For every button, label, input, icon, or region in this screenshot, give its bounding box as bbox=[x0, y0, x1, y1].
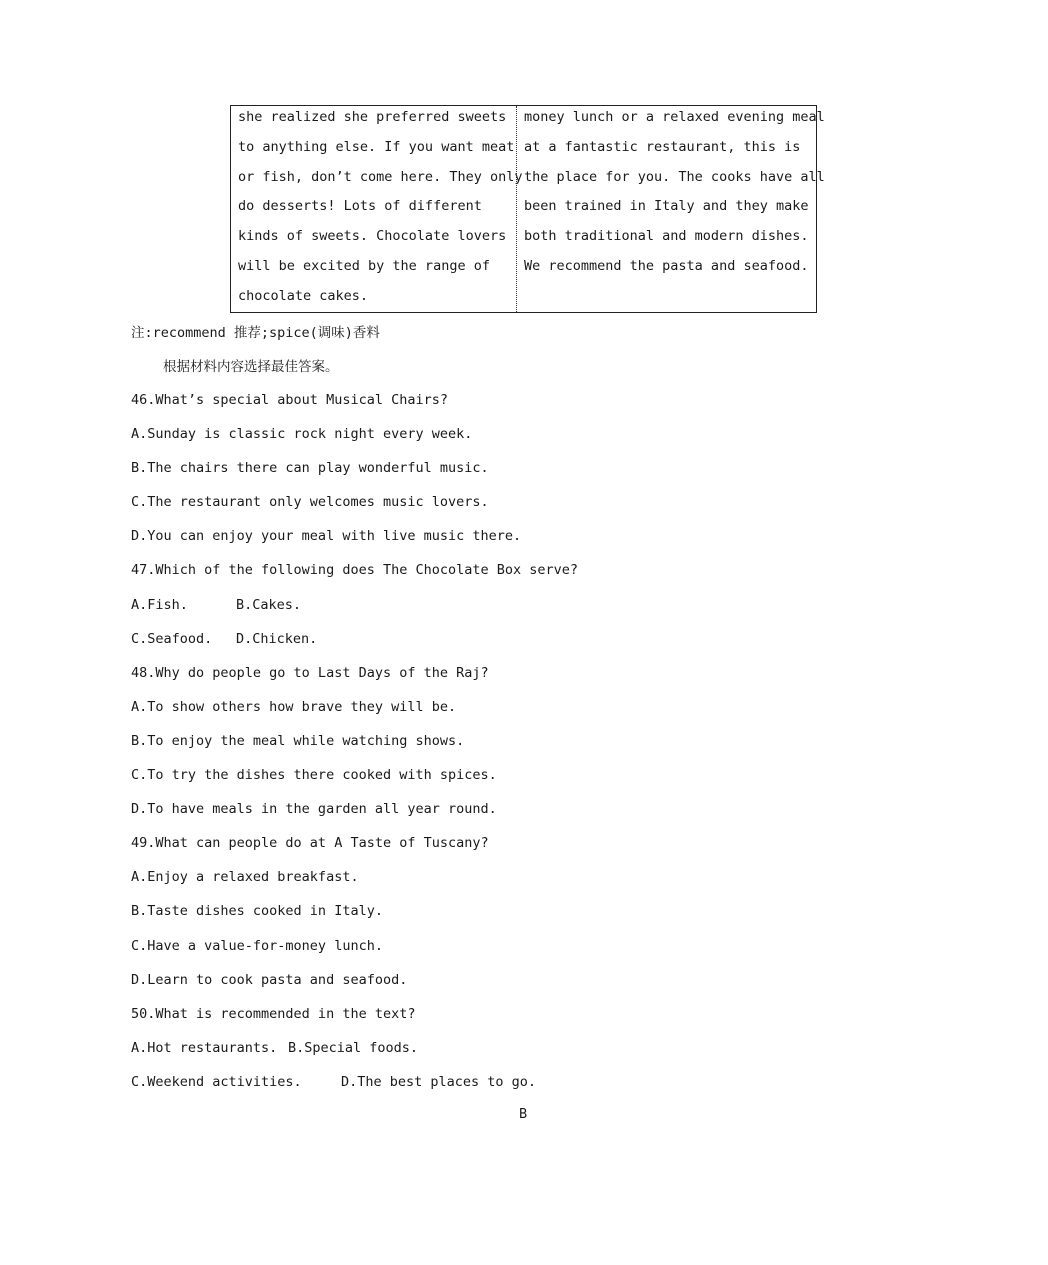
question-50-option-b: B.Special foods. bbox=[288, 1039, 419, 1056]
passage-line: will be excited by the range of bbox=[238, 257, 490, 274]
section-heading: B bbox=[519, 1106, 528, 1122]
passage-cell-left bbox=[231, 106, 523, 312]
question-50-option-c: C.Weekend activities. bbox=[131, 1073, 302, 1090]
question-46-option-d: D.You can enjoy your meal with live music there. bbox=[131, 528, 522, 545]
question-46-option-a: A.Sunday is classic rock night every week. bbox=[131, 426, 473, 443]
passage-line: to anything else. If you want meat bbox=[238, 138, 515, 155]
question-48-option-c: C.To try the dishes there cooked with spices. bbox=[131, 767, 497, 784]
question-49-option-b: B.Taste dishes cooked in Italy. bbox=[131, 903, 383, 920]
passage-line: or fish, don’t come here. They only bbox=[238, 168, 523, 185]
passage-line: she realized she preferred sweets bbox=[238, 109, 507, 125]
passage-line: been trained in Italy and they make bbox=[524, 198, 809, 215]
vocabulary-note: 注:recommend 推荐;spice(调味)香料 bbox=[131, 325, 380, 341]
passage-line: the place for you. The cooks have all bbox=[524, 168, 825, 185]
passage-cell-right bbox=[517, 106, 831, 312]
question-48-option-b: B.To enjoy the meal while watching shows. bbox=[131, 732, 465, 749]
question-48-option-a: A.To show others how brave they will be. bbox=[131, 698, 457, 715]
passage-line: money lunch or a relaxed evening meal bbox=[524, 109, 825, 125]
question-49-option-c: C.Have a value-for-money lunch. bbox=[131, 937, 383, 954]
instruction: 根据材料内容选择最佳答案。 bbox=[163, 359, 339, 375]
passage-table bbox=[230, 105, 825, 313]
passage-line: at a fantastic restaurant, this is bbox=[524, 138, 801, 155]
question-50-option-a: A.Hot restaurants. bbox=[131, 1039, 278, 1056]
passage-line: both traditional and modern dishes. bbox=[524, 228, 809, 245]
question-50-stem: 50.What is recommended in the text? bbox=[131, 1005, 416, 1022]
question-47-options-row-1 bbox=[131, 595, 578, 629]
question-46-option-b: B.The chairs there can play wonderful music. bbox=[131, 460, 489, 477]
question-48-stem: 48.Why do people go to Last Days of the Raj? bbox=[131, 664, 489, 681]
question-50-option-d: D.The best places to go. bbox=[341, 1073, 537, 1090]
question-46-option-c: C.The restaurant only welcomes music lovers. bbox=[131, 494, 489, 511]
question-47-option-c: C.Seafood. bbox=[131, 630, 213, 647]
question-49-option-a: A.Enjoy a relaxed breakfast. bbox=[131, 869, 359, 886]
question-list bbox=[131, 390, 578, 1106]
question-49-stem: 49.What can people do at A Taste of Tuscany? bbox=[131, 835, 489, 852]
question-50-options-row-2 bbox=[131, 1072, 578, 1106]
passage-line: chocolate cakes. bbox=[238, 287, 369, 304]
question-48-option-d: D.To have meals in the garden all year round. bbox=[131, 801, 497, 818]
passage-line: We recommend the pasta and seafood. bbox=[524, 257, 809, 274]
question-49-option-d: D.Learn to cook pasta and seafood. bbox=[131, 971, 408, 988]
passage-line: kinds of sweets. Chocolate lovers bbox=[238, 228, 507, 245]
question-46-stem: 46.What’s special about Musical Chairs? bbox=[131, 392, 448, 408]
question-47-stem: 47.Which of the following does The Chocolate Box serve? bbox=[131, 562, 579, 579]
question-47-options-row-2 bbox=[131, 629, 578, 663]
passage-line: do desserts! Lots of different bbox=[238, 198, 482, 215]
question-50-options-row-1 bbox=[131, 1038, 578, 1072]
question-47-option-a: A.Fish. bbox=[131, 596, 188, 613]
question-47-option-b: B.Cakes. bbox=[236, 596, 302, 613]
question-47-option-d: D.Chicken. bbox=[236, 630, 318, 647]
